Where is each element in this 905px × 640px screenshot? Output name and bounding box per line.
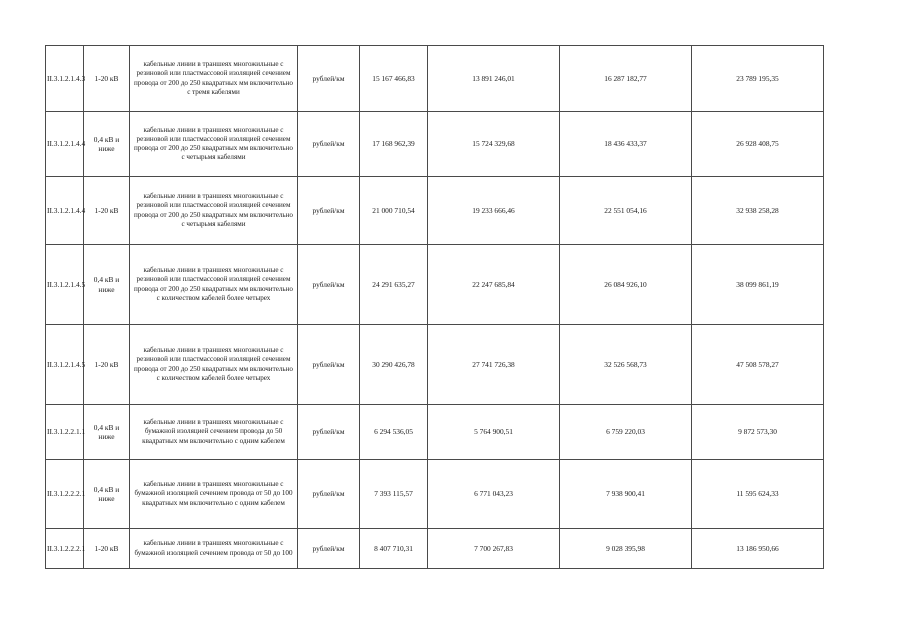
row-value-2: 22 247 685,84	[428, 245, 560, 325]
row-unit: рублей/км	[298, 405, 360, 460]
row-unit: рублей/км	[298, 46, 360, 112]
table-row	[46, 46, 824, 112]
row-value-1: 8 407 710,31	[360, 529, 428, 569]
row-value-3: 26 084 926,10	[560, 245, 692, 325]
row-value-2: 7 700 267,83	[428, 529, 560, 569]
row-description: кабельные линии в траншеях многожильные с бумажной изоляцией сечением провода до 50 квадратных мм включительно с одним кабелем	[130, 405, 298, 460]
row-voltage: 1-20 кВ	[84, 177, 130, 245]
row-unit: рублей/км	[298, 529, 360, 569]
table-row	[46, 245, 824, 325]
row-value-2: 6 771 043,23	[428, 460, 560, 529]
row-value-4: 13 186 950,66	[692, 529, 824, 569]
table-row	[46, 529, 824, 569]
row-value-2: 19 233 666,46	[428, 177, 560, 245]
row-voltage: 0,4 кВ и ниже	[84, 460, 130, 529]
row-value-2: 15 724 329,68	[428, 112, 560, 177]
row-unit: рублей/км	[298, 177, 360, 245]
row-code: II.3.1.2.2.2.1	[46, 460, 84, 529]
row-code: II.3.1.2.1.4.4	[46, 177, 84, 245]
table-row	[46, 177, 824, 245]
tariff-table	[45, 45, 824, 569]
row-value-2: 13 891 246,01	[428, 46, 560, 112]
table-row	[46, 405, 824, 460]
row-value-4: 9 872 573,30	[692, 405, 824, 460]
row-value-4: 11 595 624,33	[692, 460, 824, 529]
row-description: кабельные линии в траншеях многожильные с резиновой или пластмассовой изоляцией сечением провода от 200 до 250 квадратных мм включительно с тремя кабелями	[130, 46, 298, 112]
table-row	[46, 112, 824, 177]
row-unit: рублей/км	[298, 325, 360, 405]
row-value-2: 5 764 900,51	[428, 405, 560, 460]
row-value-4: 47 508 578,27	[692, 325, 824, 405]
row-value-3: 7 938 900,41	[560, 460, 692, 529]
row-voltage: 1-20 кВ	[84, 46, 130, 112]
row-value-1: 21 000 710,54	[360, 177, 428, 245]
row-voltage: 1-20 кВ	[84, 325, 130, 405]
row-value-2: 27 741 726,38	[428, 325, 560, 405]
table-body	[46, 46, 824, 569]
row-voltage: 0,4 кВ и ниже	[84, 245, 130, 325]
row-value-1: 6 294 536,05	[360, 405, 428, 460]
table-row	[46, 460, 824, 529]
row-description: кабельные линии в траншеях многожильные с бумажной изоляцией сечением провода от 50 до 100 квадратных мм включительно с одним кабелем	[130, 460, 298, 529]
row-value-1: 17 168 962,39	[360, 112, 428, 177]
row-value-3: 18 436 433,37	[560, 112, 692, 177]
row-value-1: 7 393 115,57	[360, 460, 428, 529]
row-value-1: 30 290 426,78	[360, 325, 428, 405]
row-value-3: 6 759 220,03	[560, 405, 692, 460]
row-unit: рублей/км	[298, 245, 360, 325]
row-description: кабельные линии в траншеях многожильные с резиновой или пластмассовой изоляцией сечением провода от 200 до 250 квадратных мм включительно с четырьмя кабелями	[130, 177, 298, 245]
row-value-4: 26 928 408,75	[692, 112, 824, 177]
row-unit: рублей/км	[298, 112, 360, 177]
row-description: кабельные линии в траншеях многожильные с резиновой или пластмассовой изоляцией сечением провода от 200 до 250 квадратных мм включительно с количеством кабелей более четырех	[130, 325, 298, 405]
row-value-4: 23 789 195,35	[692, 46, 824, 112]
row-value-1: 15 167 466,83	[360, 46, 428, 112]
row-value-3: 16 287 182,77	[560, 46, 692, 112]
row-code: II.3.1.2.1.4.3	[46, 46, 84, 112]
row-code: II.3.1.2.1.4.5	[46, 325, 84, 405]
row-voltage: 0,4 кВ и ниже	[84, 405, 130, 460]
row-value-4: 38 099 861,19	[692, 245, 824, 325]
row-unit: рублей/км	[298, 460, 360, 529]
row-value-3: 9 028 395,98	[560, 529, 692, 569]
row-description: кабельные линии в траншеях многожильные с резиновой или пластмассовой изоляцией сечением провода от 200 до 250 квадратных мм включительно с количеством кабелей более четырех	[130, 245, 298, 325]
row-voltage: 0,4 кВ и ниже	[84, 112, 130, 177]
table-row	[46, 325, 824, 405]
row-value-3: 22 551 054,16	[560, 177, 692, 245]
row-value-4: 32 938 258,28	[692, 177, 824, 245]
row-description: кабельные линии в траншеях многожильные с резиновой или пластмассовой изоляцией сечением провода от 200 до 250 квадратных мм включительно с четырьмя кабелями	[130, 112, 298, 177]
row-value-1: 24 291 635,27	[360, 245, 428, 325]
row-code: II.3.1.2.1.4.4	[46, 112, 84, 177]
row-code: II.3.1.2.2.2.1	[46, 529, 84, 569]
row-code: II.3.1.2.1.4.5	[46, 245, 84, 325]
row-description: кабельные линии в траншеях многожильные с бумажной изоляцией сечением провода от 50 до 100	[130, 529, 298, 569]
row-voltage: 1-20 кВ	[84, 529, 130, 569]
row-value-3: 32 526 568,73	[560, 325, 692, 405]
row-code: II.3.1.2.2.1.1	[46, 405, 84, 460]
